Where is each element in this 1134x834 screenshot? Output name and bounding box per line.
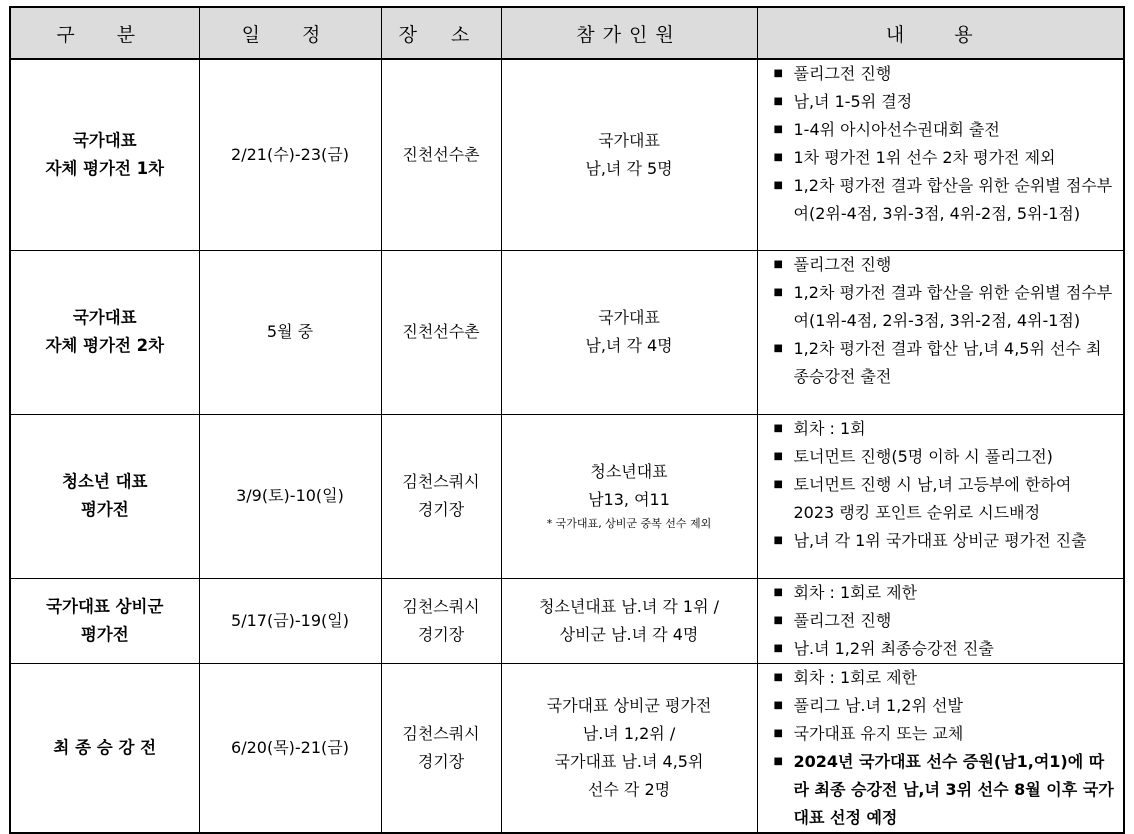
schedule-cell xyxy=(199,663,381,833)
list-item xyxy=(774,172,1116,228)
venue-cell xyxy=(381,414,501,578)
content-text: 1,2차 평가전 결과 합산을 위한 순위별 점수부여(1위-4점, 2위-3점, 3위-2점, 4위-1점) xyxy=(793,282,1113,330)
venue-cell xyxy=(381,663,501,833)
table-row xyxy=(10,250,1124,414)
schedule-table xyxy=(9,6,1125,834)
schedule-text: 3/9(토)-10(일) xyxy=(236,486,344,505)
participants-text: 국가대표 xyxy=(598,308,660,327)
category-cell xyxy=(10,59,199,250)
participants-cell xyxy=(501,663,757,833)
bullet-icon: ■ xyxy=(773,478,783,490)
header-schedule: 일 정 xyxy=(199,7,381,59)
venue-text: 경기장 xyxy=(417,751,465,771)
venue-text: 김천스쿼시 xyxy=(402,472,480,491)
participants-text: 남.녀 1,2위 / xyxy=(582,723,676,743)
participants-text: 청소년대표 남.녀 각 1위 / xyxy=(538,596,720,616)
content-cell xyxy=(757,663,1124,833)
content-text: 풀리그전 진행 xyxy=(793,610,892,630)
bullet-icon: ■ xyxy=(773,614,783,626)
table-row xyxy=(10,663,1124,833)
bullet-icon: ■ xyxy=(773,671,783,683)
participants-text: 청소년대표 xyxy=(590,462,668,481)
header-category: 구 분 xyxy=(10,7,199,59)
venue-cell xyxy=(381,578,501,663)
participants-text: 국가대표 상비군 평가전 xyxy=(546,695,712,715)
header-participants: 참가인원 xyxy=(501,7,757,59)
category-cell xyxy=(10,578,199,663)
list-item xyxy=(774,116,1116,144)
venue-text: 경기장 xyxy=(417,500,465,519)
table-row xyxy=(10,414,1124,578)
list-item xyxy=(774,579,1116,607)
category-cell xyxy=(10,414,199,578)
content-text: 1,2차 평가전 결과 합산 남,녀 4,5위 선수 최종승강전 출전 xyxy=(793,338,1102,386)
bullet-icon: ■ xyxy=(773,152,783,163)
content-cell xyxy=(757,250,1124,414)
list-item xyxy=(774,607,1116,635)
content-list xyxy=(774,415,1116,555)
content-text: 회차 : 1회로 제한 xyxy=(793,667,918,687)
content-text: 2024년 국가대표 선수 증원(남1,여1)에 따라 최종 승강전 남,녀 3위 선수 8월 이후 국가대표 선정 예정 xyxy=(793,751,1114,827)
list-item xyxy=(774,664,1116,692)
list-item xyxy=(774,415,1116,443)
schedule-cell xyxy=(199,250,381,414)
content-text: 남.녀 1,2위 최종승강전 진출 xyxy=(793,638,994,658)
table-row xyxy=(10,578,1124,663)
category-label: 자체 평가전 2차 xyxy=(45,336,165,355)
category-label: 자체 평가전 1차 xyxy=(45,158,165,178)
participants-text: 선수 각 2명 xyxy=(587,779,671,799)
content-text: 회차 : 1회로 제한 xyxy=(793,582,918,602)
participants-text: 남,녀 각 5명 xyxy=(585,158,673,178)
bullet-icon: ■ xyxy=(773,727,783,739)
participants-text: 국가대표 xyxy=(598,130,660,150)
bullet-icon: ■ xyxy=(773,124,783,135)
bullet-icon: ■ xyxy=(773,534,783,546)
category-cell xyxy=(10,663,199,833)
content-text: 남,녀 1-5위 결정 xyxy=(793,92,913,111)
content-list xyxy=(774,60,1116,228)
content-text: 1-4위 아시아선수권대회 출전 xyxy=(793,120,1000,139)
content-text: 풀리그전 진행 xyxy=(793,254,892,274)
content-text: 토너먼트 진행(5명 이하 시 풀리그전) xyxy=(793,446,1053,466)
list-item xyxy=(774,60,1116,88)
list-item xyxy=(774,720,1116,748)
content-cell xyxy=(757,59,1124,250)
bullet-icon: ■ xyxy=(773,450,783,462)
list-item xyxy=(774,471,1116,527)
list-item xyxy=(774,279,1116,335)
schedule-cell xyxy=(199,578,381,663)
venue-text: 김천스쿼시 xyxy=(402,723,480,743)
category-label: 국가대표 상비군 xyxy=(46,596,164,616)
bullet-icon: ■ xyxy=(773,96,783,107)
schedule-text: 2/21(수)-23(금) xyxy=(231,144,349,164)
venue-text: 진천선수촌 xyxy=(402,322,480,341)
participants-text: 남,녀 각 4명 xyxy=(585,336,673,355)
participants-cell xyxy=(501,59,757,250)
table-row xyxy=(10,59,1124,250)
venue-text: 경기장 xyxy=(417,624,465,644)
list-item xyxy=(774,251,1116,279)
bullet-icon: ■ xyxy=(773,342,783,354)
participants-text: 국가대표 남.녀 4,5위 xyxy=(554,751,704,771)
category-label: 국가대표 xyxy=(72,308,137,327)
list-item xyxy=(774,144,1116,172)
venue-cell xyxy=(381,59,501,250)
category-label: 최 종 승 강 전 xyxy=(53,737,157,757)
bullet-icon: ■ xyxy=(773,286,783,298)
participants-text: 남13, 여11 xyxy=(588,490,670,509)
schedule-text: 6/20(목)-21(금) xyxy=(231,737,349,757)
bullet-icon: ■ xyxy=(773,586,783,598)
schedule-cell xyxy=(199,59,381,250)
content-list xyxy=(774,251,1116,391)
bullet-icon: ■ xyxy=(773,755,783,767)
content-cell xyxy=(757,414,1124,578)
venue-text: 김천스쿼시 xyxy=(402,596,480,616)
content-list xyxy=(774,664,1116,832)
venue-text: 진천선수촌 xyxy=(402,144,480,164)
header-row xyxy=(10,7,1124,59)
content-text: 풀리그전 진행 xyxy=(793,64,892,83)
list-item xyxy=(774,335,1116,391)
list-item xyxy=(774,635,1116,663)
content-text: 토너먼트 진행 시 남,녀 고등부에 한하여 2023 랭킹 포인트 순위로 시드배정 xyxy=(793,474,1072,522)
bullet-icon: ■ xyxy=(773,642,783,654)
header-content: 내 용 xyxy=(757,7,1124,59)
content-cell xyxy=(757,578,1124,663)
bullet-icon: ■ xyxy=(773,68,783,79)
category-label: 국가대표 xyxy=(72,130,137,150)
participants-note: * 국가대표, 상비군 중복 선수 제외 xyxy=(546,517,712,530)
list-item xyxy=(774,692,1116,720)
participants-text: 상비군 남.녀 각 4명 xyxy=(559,624,699,644)
header-venue: 장 소 xyxy=(381,7,501,59)
list-item xyxy=(774,88,1116,116)
venue-cell xyxy=(381,250,501,414)
list-item xyxy=(774,443,1116,471)
bullet-icon: ■ xyxy=(773,180,783,191)
content-text: 회차 : 1회 xyxy=(793,418,866,438)
content-text: 1차 평가전 1위 선수 2차 평가전 제외 xyxy=(793,148,1056,167)
schedule-text: 5/17(금)-19(일) xyxy=(231,610,349,630)
bullet-icon: ■ xyxy=(773,422,783,434)
content-text: 풀리그 남.녀 1,2위 선발 xyxy=(793,695,963,715)
participants-cell xyxy=(501,578,757,663)
content-list xyxy=(774,579,1116,663)
participants-cell xyxy=(501,250,757,414)
list-item xyxy=(774,748,1116,832)
bullet-icon: ■ xyxy=(773,699,783,711)
content-text: 1,2차 평가전 결과 합산을 위한 순위별 점수부여(2위-4점, 3위-3점, 4위-2점, 5위-1점) xyxy=(793,176,1113,223)
participants-cell xyxy=(501,414,757,578)
category-cell xyxy=(10,250,199,414)
content-text: 국가대표 유지 또는 교체 xyxy=(793,723,964,743)
category-label: 평가전 xyxy=(80,624,129,644)
category-label: 청소년 대표 xyxy=(62,472,148,491)
list-item xyxy=(774,527,1116,555)
schedule-text: 5월 중 xyxy=(266,322,314,341)
category-label: 평가전 xyxy=(80,500,129,519)
schedule-cell xyxy=(199,414,381,578)
bullet-icon: ■ xyxy=(773,258,783,270)
content-text: 남,녀 각 1위 국가대표 상비군 평가전 진출 xyxy=(793,530,1087,550)
